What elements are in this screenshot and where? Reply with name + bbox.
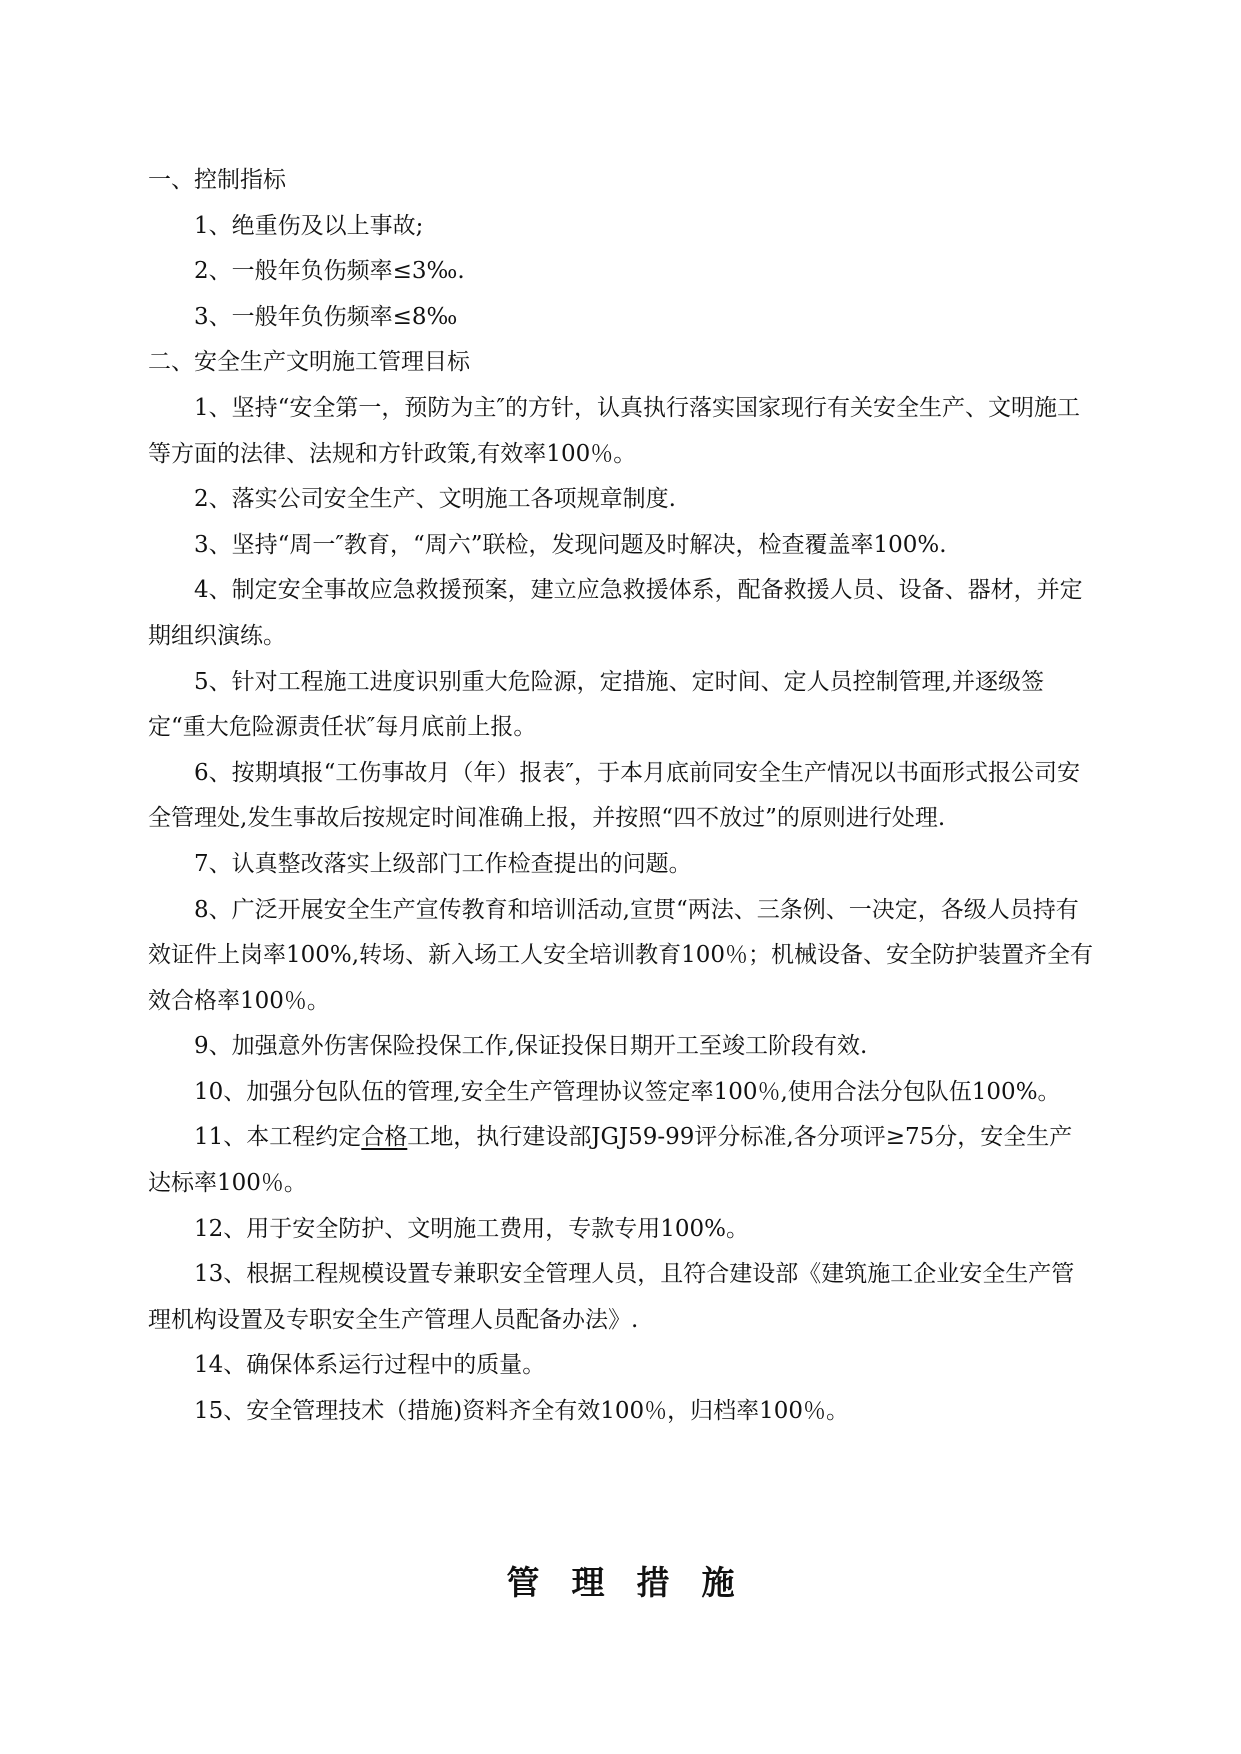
list-item: 9、加强意外伤害保险投保工作,保证投保日期开工至竣工阶段有效. [194, 1033, 868, 1060]
management-measures-title: 管理措施 [506, 1563, 767, 1602]
list-item: 2、落实公司安全生产、文明施工各项规章制度. [194, 486, 676, 513]
list-item: 13、根据工程规模设置专兼职安全管理人员，且符合建设部《建筑施工企业安全生产管理机构设置及专职安全生产管理人员配备办法》. [148, 1261, 1075, 1333]
item-11-before: 11、本工程约定 [194, 1124, 362, 1151]
item-11-underlined-grade: 合格 [361, 1124, 408, 1151]
list-item: 14、确保体系运行过程中的质量。 [194, 1352, 546, 1379]
list-item: 2、一般年负伤频率≤3‰. [194, 258, 465, 285]
item-11-after: 工地，执行建设部JGJ59-99评分标准,各分项评≥75分，安全生产达标率100％。 [148, 1124, 1073, 1197]
document-body [148, 158, 1094, 1435]
list-item: 3、坚持“周一″教育，“周六”联检，发现问题及时解决，检查覆盖率100%. [194, 531, 947, 558]
list-item: 3、一般年负伤频率≤8‰ [194, 303, 458, 330]
list-item: 8、广泛开展安全生产宣传教育和培训活动,宣贯“两法、三条例、一决定，各级人员持有效证件上岗率100%,转场、新入场工人安全培训教育100％；机械设备、安全防护装置齐全有效合格率100％。 [148, 896, 1093, 1014]
list-item: 5、针对工程施工进度识别重大危险源，定措施、定时间、定人员控制管理,并逐级签定“重大危险源责任状″每月底前上报。 [148, 668, 1044, 741]
list-item: 10、加强分包队伍的管理,安全生产管理协议签定率100％,使用合法分包队伍100%。 [194, 1078, 1061, 1105]
list-item: 12、用于安全防护、文明施工费用，专款专用100%。 [194, 1215, 750, 1242]
list-item: 4、制定安全事故应急救援预案，建立应急救援体系，配备救援人员、设备、器材，并定期组织演练。 [148, 577, 1083, 649]
section-heading-control-indicators: 一、控制指标 [148, 167, 286, 193]
list-item-11 [148, 1115, 1094, 1206]
list-item: 7、认真整改落实上级部门工作检查提出的问题。 [194, 850, 692, 877]
list-item: 1、绝重伤及以上事故; [194, 212, 424, 239]
list-item: 6、按期填报“工伤事故月（年）报表″，于本月底前同安全生产情况以书面形式报公司安全管理处,发生事故后按规定时间准确上报，并按照“四不放过”的原则进行处理. [148, 759, 1080, 832]
list-item: 1、坚持“安全第一，预防为主″的方针，认真执行落实国家现行有关安全生产、文明施工等方面的法律、法规和方针政策,有效率100％。 [148, 394, 1080, 467]
section-heading-safety-goals: 二、安全生产文明施工管理目标 [148, 349, 470, 376]
list-item: 15、安全管理技术（措施)资料齐全有效100％，归档率100％。 [194, 1398, 850, 1425]
